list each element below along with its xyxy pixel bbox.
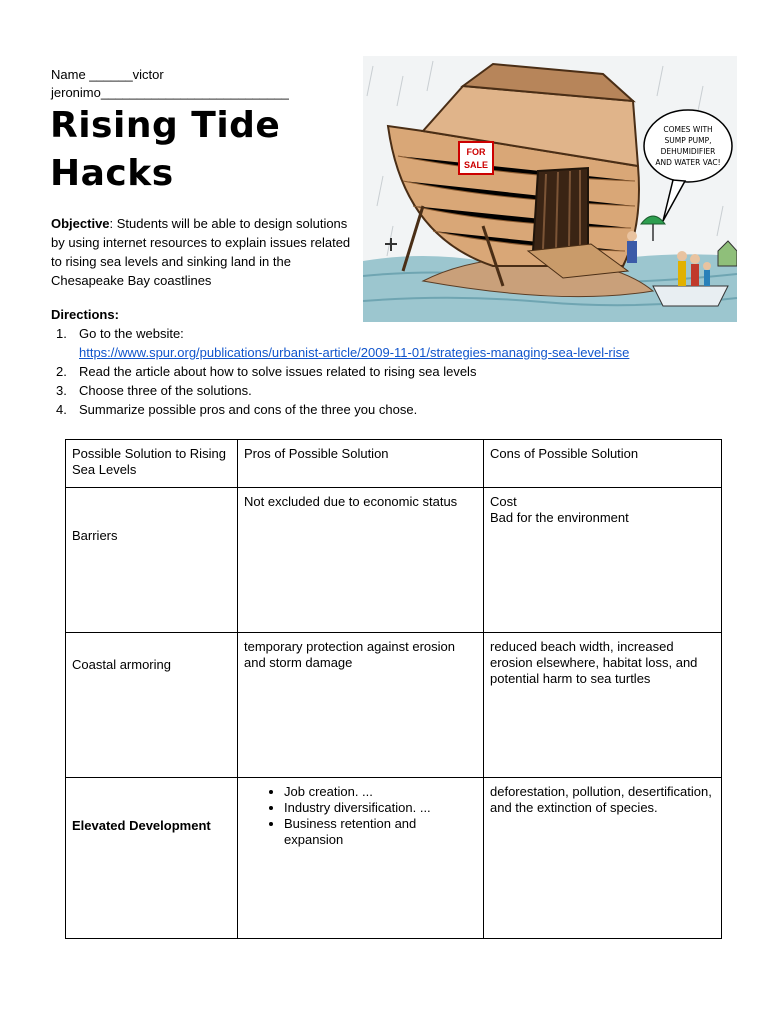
solution-name: Coastal armoring (72, 657, 171, 672)
table-row (66, 778, 722, 939)
solution-name: Barriers (72, 528, 118, 543)
article-link[interactable]: https://www.spur.org/publications/urbanist-article/2009-11-01/strategies-managing-sea-level-rise (79, 345, 630, 360)
directions-heading: Directions: (51, 307, 119, 322)
solution-cell (66, 488, 238, 633)
table-row (66, 633, 722, 778)
cons-text: deforestation, pollution, desertification, and the extinction of species. (490, 784, 712, 815)
header-pros: Pros of Possible Solution (238, 440, 484, 488)
speech-bubble (644, 110, 732, 182)
pros-text: Not excluded due to economic status (244, 494, 458, 509)
pros-list-item: • Job creation. ... (284, 784, 477, 800)
direction-item (51, 324, 751, 362)
cons-text: Bad for the environment (490, 510, 629, 525)
ark-cartoon-illustration (363, 56, 737, 322)
objective-label: Objective (51, 216, 110, 231)
pros-list-item: • Industry diversification. ... (284, 800, 477, 816)
bubble-text: DEHUMIDIFIER (660, 147, 716, 156)
bubble-text: SUMP PUMP, (664, 136, 712, 145)
pros-list-item: • Business retention and expansion (284, 816, 477, 848)
name-line-continued: jeronimo__________________________ (51, 85, 289, 100)
table-row (66, 488, 722, 633)
pros-cell (238, 778, 484, 939)
solutions-table (65, 439, 722, 939)
solution-cell (66, 633, 238, 778)
bubble-text: COMES WITH (663, 125, 713, 134)
directions-list (51, 324, 751, 419)
objective-paragraph (51, 214, 351, 290)
cons-cell (484, 778, 722, 939)
name-field (51, 66, 289, 102)
item-text: Summarize possible pros and cons of the three you chose. (79, 402, 418, 417)
cons-text: reduced beach width, increased erosion elsewhere, habitat loss, and potential harm to sea turtles (490, 639, 698, 686)
item-number: 2. (56, 364, 67, 379)
title-line-1: Rising Tide (50, 105, 281, 146)
sign-text: FOR (466, 147, 486, 157)
header-solution: Possible Solution to Rising Sea Levels (66, 440, 238, 488)
pros-list (244, 784, 477, 848)
pros-cell (238, 488, 484, 633)
page-title (50, 102, 280, 198)
cons-text: Cost (490, 494, 517, 509)
name-line: Name ______victor (51, 67, 164, 82)
cons-cell (484, 633, 722, 778)
pros-cell (238, 633, 484, 778)
boat-icon (653, 286, 728, 306)
bubble-text: AND WATER VAC! (655, 158, 721, 167)
sign-text: SALE (463, 160, 489, 170)
title-line-2: Hacks (50, 153, 174, 194)
pros-text: temporary protection against erosion and storm damage (244, 639, 456, 670)
direction-item (51, 381, 751, 400)
item-text: Go to the website: (79, 326, 184, 341)
item-text: Read the article about how to solve issues related to rising sea levels (79, 364, 477, 379)
solution-name: Elevated Development (72, 818, 211, 833)
item-text: Choose three of the solutions. (79, 383, 252, 398)
table-header-row (66, 440, 722, 488)
salesman-figure (627, 241, 637, 263)
solution-cell (66, 778, 238, 939)
item-number: 1. (56, 326, 67, 341)
objective-text: : Students will be able to design solutions by using internet resources to explain issues related to rising sea levels and sinking land in the Chesapeake Bay coastlines (51, 216, 351, 288)
item-number: 3. (56, 383, 67, 398)
cons-cell (484, 488, 722, 633)
item-number: 4. (56, 402, 67, 417)
header-cons: Cons of Possible Solution (484, 440, 722, 488)
direction-item (51, 362, 751, 381)
direction-item (51, 400, 751, 419)
